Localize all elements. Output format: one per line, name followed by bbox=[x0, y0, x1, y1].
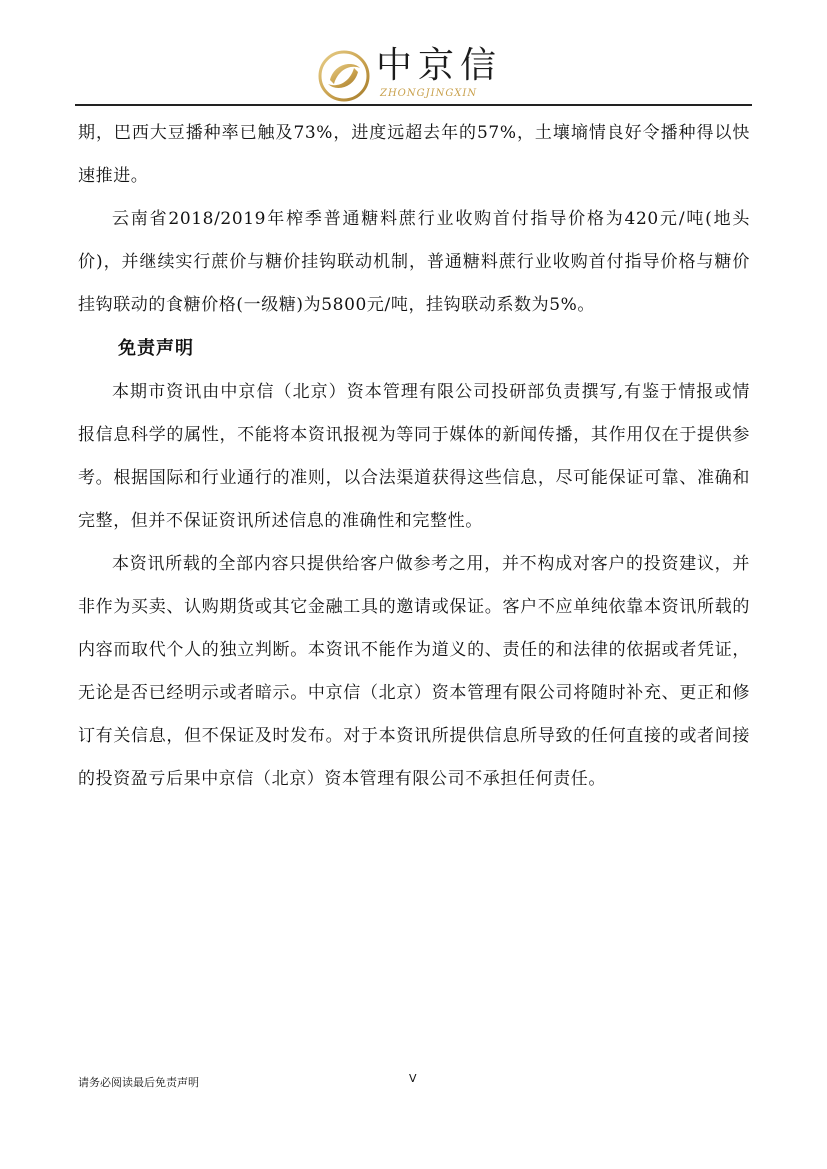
footer-disclaimer-note: 请务必阅读最后免责声明 bbox=[78, 1076, 199, 1089]
brand-name: 中京信 bbox=[376, 45, 503, 86]
page-header bbox=[0, 0, 827, 106]
swirl-logo-icon bbox=[318, 50, 370, 102]
paragraph-yunnan-sugarcane: 云南省2018/2019年榨季普通糖料蔗行业收购首付指导价格为420元/吨(地头价)，并继续实行蔗价与糖价挂钩联动机制，普通糖料蔗行业收购首付指导价格与糖价挂钩联动的食糖价格(一级糖)为5800元/吨，挂钩联动系数为5%。 bbox=[78, 209, 750, 315]
header-divider bbox=[75, 104, 752, 106]
disclaimer-heading: 免责声明 bbox=[118, 338, 194, 359]
paragraph-brazil-soybean: 期，巴西大豆播种率已触及73%，进度远超去年的57%，土壤墒情良好令播种得以快速推进。 bbox=[78, 123, 750, 186]
paragraph-disclaimer-2: 本资讯所载的全部内容只提供给客户做参考之用，并不构成对客户的投资建议，并非作为买卖、认购期货或其它金融工具的邀请或保证。客户不应单纯依靠本资讯所载的内容而取代个人的独立判断。本资讯不能作为道义的、责任的和法律的依据或者凭证，无论是否已经明示或者暗示。中京信（北京）资本管理有限公司将随时补充、更正和修订有关信息，但不保证及时发布。对于本资讯所提供信息所导致的任何直接的或者间接的投资盈亏后果中京信（北京）资本管理有限公司不承担任何责任。 bbox=[78, 554, 750, 789]
brand-subtitle: ZHONGJINGXIN bbox=[380, 88, 478, 99]
paragraph-disclaimer-1: 本期市资讯由中京信（北京）资本管理有限公司投研部负责撰写,有鉴于情报或情报信息科学的属性，不能将本资讯报视为等同于媒体的新闻传播，其作用仅在于提供参考。根据国际和行业通行的准则，以合法渠道获得这些信息，尽可能保证可靠、准确和完整，但并不保证资讯所述信息的准确性和完整性。 bbox=[78, 382, 750, 531]
page-content bbox=[78, 112, 750, 801]
page-number: V bbox=[409, 1072, 417, 1085]
